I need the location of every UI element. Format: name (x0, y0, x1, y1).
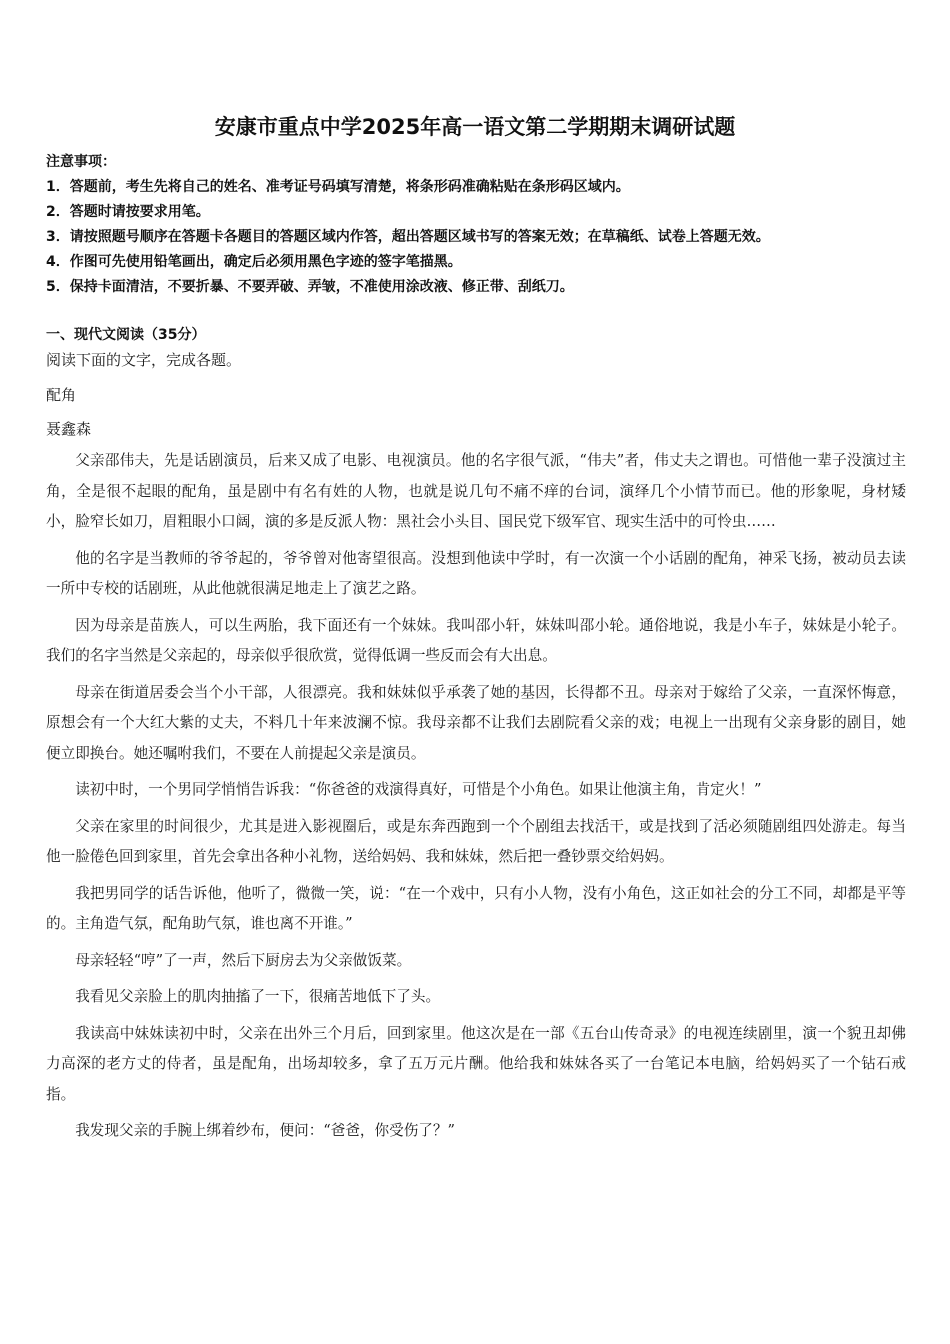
article-paragraph: 父亲邵伟夫，先是话剧演员，后来又成了电影、电视演员。他的名字很气派，“伟夫”者，伟丈夫之谓也。可惜他一辈子没演过主角，全是很不起眼的配角，虽是剧中有名有姓的人物，也就是说几句不痛不痒的台词，演绎几个小情节而已。他的形象呢，身材矮小，脸窄长如刀，眉粗眼小口阔，演的多是反派人物：黑社会小头目、国民党下级军官、现实生活中的可怜虫…… (46, 452, 906, 530)
exam-title: 安康市重点中学2025年高一语文第二学期期末调研试题 (214, 115, 736, 139)
section-heading: 一、现代文阅读（35分） (46, 327, 206, 343)
notice-item: 3．请按照题号顺序在答题卡各题目的答题区域内作答，超出答题区域书写的答案无效；在草稿纸、试卷上答题无效。 (46, 229, 770, 245)
article-paragraph: 我读高中妹妹读初中时，父亲在出外三个月后，回到家里。他这次是在一部《五台山传奇录》的电视连续剧里，演一个貌丑却佛力高深的老方丈的侍者，虽是配角，出场却较多，拿了五万元片酬。他给我和妹妹各买了一台笔记本电脑，给妈妈买了一个钻石戒指。 (46, 1024, 906, 1103)
article-paragraph: 他的名字是当教师的爷爷起的，爷爷曾对他寄望很高。没想到他读中学时，有一次演一个小话剧的配角，神采飞扬，被动员去读一所中专校的话剧班，从此他就很满足地走上了演艺之路。 (46, 549, 906, 597)
article-paragraph: 我把男同学的话告诉他，他听了，微微一笑，说：“在一个戏中，只有小人物，没有小角色，这正如社会的分工不同，却都是平等的。主角造气氛，配角助气氛，谁也离不开谁。” (46, 884, 906, 932)
story-author: 聂鑫森 (46, 420, 92, 438)
notice-heading: 注意事项： (46, 154, 116, 170)
notice-item: 4．作图可先使用铅笔画出，确定后必须用黑色字迹的签字笔描黑。 (46, 254, 462, 270)
article-paragraph: 我发现父亲的手腕上绑着纱布，便问：“爸爸，你受伤了？” (75, 1122, 455, 1139)
article-paragraph: 父亲在家里的时间很少，尤其是进入影视圈后，或是东奔西跑到一个个剧组去找活干，或是找到了活必须随剧组四处游走。每当他一脸倦色回到家里，首先会拿出各种小礼物，送给妈妈、我和妹妹，然后把一叠钞票交给妈妈。 (46, 817, 906, 865)
story-title: 配角 (46, 386, 77, 404)
article-paragraph: 我看见父亲脸上的肌肉抽搐了一下，很痛苦地低下了头。 (75, 988, 441, 1005)
notice-section (46, 150, 916, 300)
notice-item: 1．答题前，考生先将自己的姓名、准考证号码填写清楚，将条形码准确粘贴在条形码区域内。 (46, 179, 630, 195)
notice-item: 5．保持卡面清洁，不要折暴、不要弄破、弄皱，不准使用涂改液、修正带、刮纸刀。 (46, 279, 574, 295)
article-paragraph: 母亲轻轻“哼”了一声，然后下厨房去为父亲做饭菜。 (75, 951, 412, 969)
notice-item: 2．答题时请按要求用笔。 (46, 204, 210, 220)
article-paragraph: 母亲在街道居委会当个小干部，人很漂亮。我和妹妹似乎承袭了她的基因，长得都不丑。母亲对于嫁给了父亲，一直深怀悔意，原想会有一个大红大紫的丈夫，不料几十年来波澜不惊。我母亲都不让我们去剧院看父亲的戏；电视上一出现有父亲身影的剧目，她便立即换台。她还嘱咐我们，不要在人前提起父亲是演员。 (46, 683, 906, 762)
section-instruction: 阅读下面的文字，完成各题。 (46, 351, 242, 369)
article-paragraph: 因为母亲是苗族人，可以生两胎，我下面还有一个妹妹。我叫邵小轩，妹妹叫邵小轮。通俗地说，我是小车子，妹妹是小轮子。我们的名字当然是父亲起的，母亲似乎很欣赏，觉得低调一些反而会有大出息。 (46, 616, 906, 664)
article-paragraph: 读初中时，一个男同学悄悄告诉我：“你爸爸的戏演得真好，可惜是个小角色。如果让他演主角，肯定火！” (75, 781, 762, 798)
article-body (46, 446, 906, 1153)
